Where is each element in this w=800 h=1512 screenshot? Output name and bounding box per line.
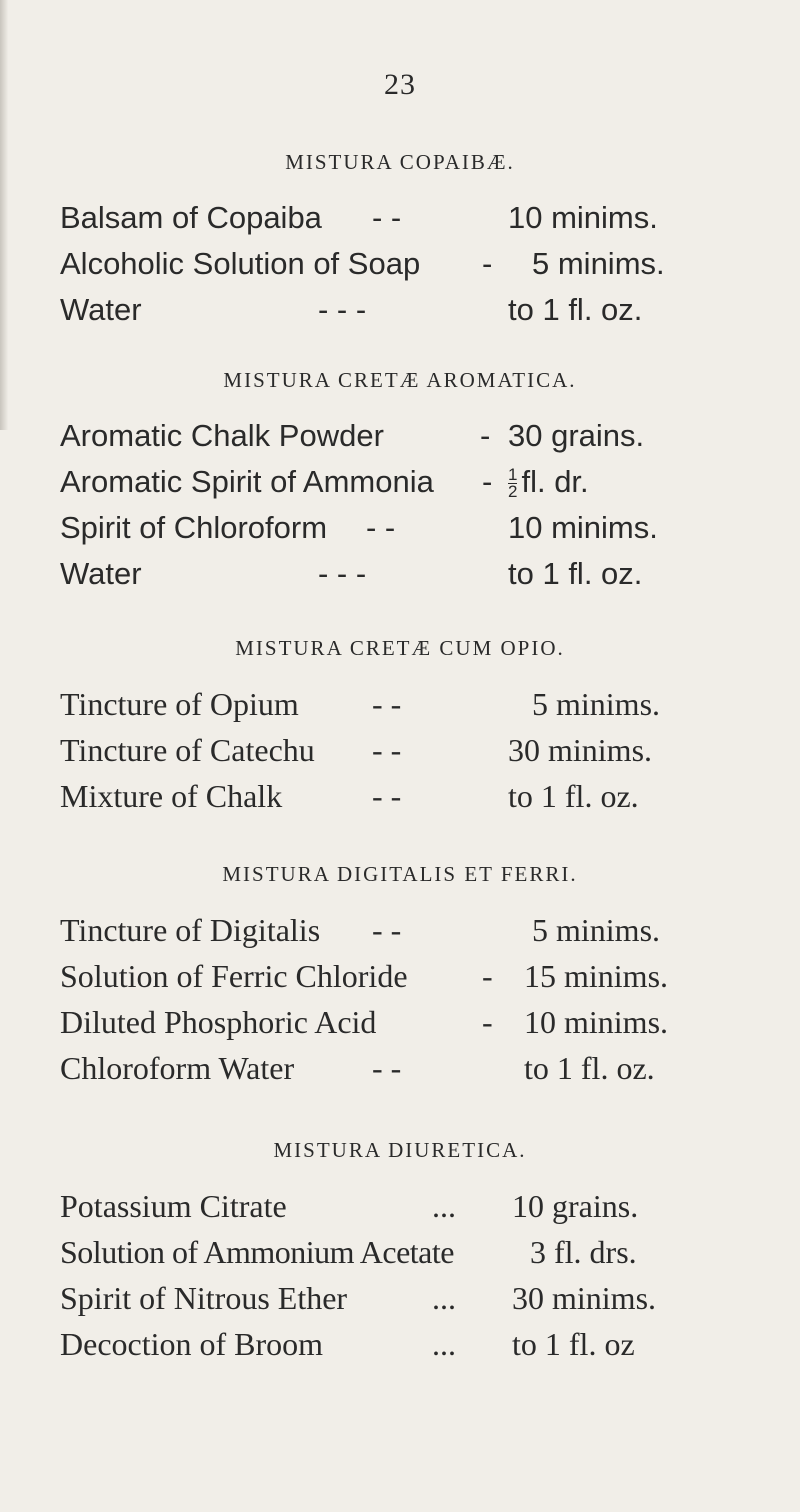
ingredient-amount: to 1 fl. oz. (508, 556, 643, 591)
ingredient-row (0, 681, 800, 727)
leader-dots: ... (432, 1280, 456, 1316)
recipe-heading: MISTURA CRETÆ AROMATICA. (223, 368, 577, 392)
ingredient-amount: to 1 fl. oz. (508, 778, 639, 814)
leader-dashes: - - (372, 732, 402, 768)
leader-dots: ... (432, 1188, 456, 1224)
ingredient-amount: 5 minims. (532, 246, 665, 281)
ingredient-name: Tincture of Digitalis (60, 912, 321, 948)
ingredient-name: Spirit of Nitrous Ether (60, 1280, 348, 1316)
ingredient-list (0, 907, 800, 1091)
ingredient-name: Water (60, 292, 142, 327)
recipe-heading: MISTURA DIGITALIS ET FERRI. (222, 862, 578, 886)
ingredient-amount: 5 minims. (532, 686, 661, 722)
leader-dashes: - - - (318, 556, 367, 591)
leader-dashes: - - (372, 912, 402, 948)
leader-dashes: - - (372, 686, 402, 722)
ingredient-amount: 10 minims. (508, 200, 658, 235)
ingredient-list (0, 195, 800, 333)
leader-dashes: - - (372, 778, 402, 814)
ingredient-row (0, 1321, 800, 1367)
ingredient-row (0, 1183, 800, 1229)
leader-dashes: - - - (318, 292, 367, 327)
recipe-mistura-cretae-aromatica (0, 368, 800, 597)
ingredient-amount: 5 minims. (532, 912, 661, 948)
ingredient-list (0, 681, 800, 819)
recipe-mistura-copaibae (0, 150, 800, 333)
ingredient-amount: 10 grains. (512, 1188, 639, 1224)
ingredient-amount: 3 fl. drs. (530, 1234, 637, 1270)
ingredient-amount: 30 minims. (512, 1280, 657, 1316)
leader-dashes: - - (372, 200, 402, 235)
ingredient-list (0, 413, 800, 597)
recipe-heading: MISTURA CRETÆ CUM OPIO. (235, 636, 565, 660)
leader-dashes: - - (372, 1050, 402, 1086)
ingredient-row (0, 1045, 800, 1091)
leader-dashes: - - (366, 510, 396, 545)
ingredient-name: Potassium Citrate (60, 1188, 287, 1224)
ingredient-row (0, 1275, 800, 1321)
ingredient-amount: to 1 fl. oz (512, 1326, 635, 1362)
ingredient-amount: to 1 fl. oz. (508, 292, 643, 327)
ingredient-name: Spirit of Chloroform (60, 510, 328, 545)
ingredient-amount: 15 minims. (524, 958, 669, 994)
ingredient-row (0, 241, 800, 287)
ingredient-name: Mixture of Chalk (60, 778, 283, 814)
ingredient-amount: $\frac{1}{2}$ fl. dr. (508, 464, 589, 502)
ingredient-name: Aromatic Spirit of Ammonia (60, 464, 434, 499)
ingredient-row (0, 505, 800, 551)
ingredient-row (0, 773, 800, 819)
ingredient-row (0, 413, 800, 459)
recipe-mistura-digitalis-et-ferri (0, 862, 800, 1091)
ingredient-row (0, 459, 800, 505)
leader-dashes: - (482, 246, 493, 281)
leader-dashes: - (482, 464, 493, 499)
ingredient-name: Tincture of Opium (60, 686, 299, 722)
ingredient-row (0, 195, 800, 241)
ingredient-row (0, 1229, 800, 1275)
ingredient-name: Diluted Phosphoric Acid (60, 1004, 377, 1040)
recipe-heading: MISTURA DIURETICA. (273, 1138, 527, 1162)
fraction: $\frac{1}{2}$ (508, 465, 518, 502)
leader-dashes: - (482, 1004, 493, 1040)
leader-dashes: - (482, 958, 493, 994)
recipe-mistura-diuretica (0, 1138, 800, 1367)
ingredient-name: Solution of Ammonium Acetate (60, 1234, 454, 1270)
ingredient-row (0, 953, 800, 999)
ingredient-row (0, 907, 800, 953)
recipe-heading: MISTURA COPAIBÆ. (285, 150, 515, 174)
ingredient-name: Balsam of Copaiba (60, 200, 322, 235)
page-number: 23 (384, 68, 416, 101)
ingredient-row (0, 287, 800, 333)
leader-dashes: - (480, 418, 491, 453)
ingredient-name: Aromatic Chalk Powder (60, 418, 384, 453)
ingredient-amount: 10 minims. (508, 510, 658, 545)
recipe-mistura-cretae-cum-opio (0, 636, 800, 819)
ingredient-name: Solution of Ferric Chloride (60, 958, 408, 994)
ingredient-amount: 30 grains. (508, 418, 645, 453)
leader-dots: ... (432, 1326, 456, 1362)
ingredient-amount: to 1 fl. oz. (524, 1050, 655, 1086)
ingredient-amount: 30 minims. (508, 732, 653, 768)
ingredient-row (0, 727, 800, 773)
ingredient-list (0, 1183, 800, 1367)
ingredient-amount: 10 minims. (524, 1004, 669, 1040)
ingredient-name: Chloroform Water (60, 1050, 295, 1086)
ingredient-row (0, 551, 800, 597)
ingredient-name: Water (60, 556, 142, 591)
ingredient-name: Alcoholic Solution of Soap (60, 246, 421, 281)
ingredient-row (0, 999, 800, 1045)
ingredient-name: Decoction of Broom (60, 1326, 324, 1362)
ingredient-name: Tincture of Catechu (60, 732, 315, 768)
